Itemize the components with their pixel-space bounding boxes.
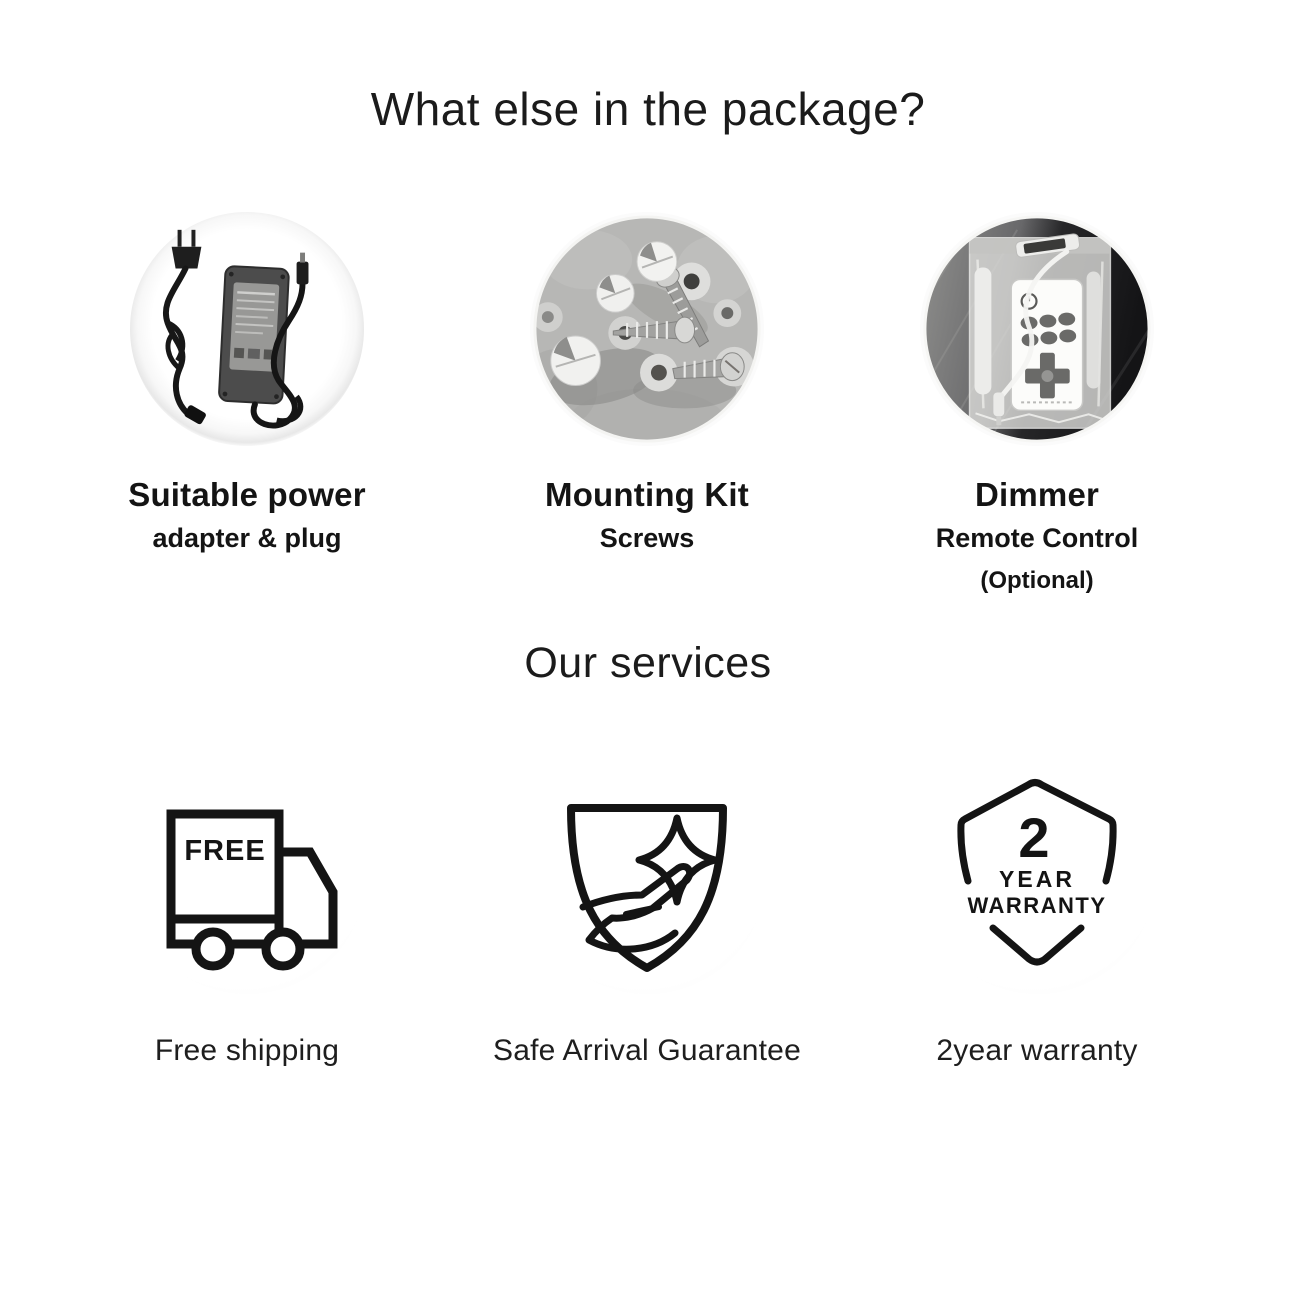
safe-arrival-badge xyxy=(527,754,767,994)
warranty-label-number: 2 xyxy=(936,1034,954,1067)
warranty-number: 2 xyxy=(1018,806,1050,869)
mounting-kit-photo xyxy=(528,210,766,448)
package-item-title: Mounting Kit xyxy=(545,476,749,513)
free-label-on-truck: FREE xyxy=(184,835,266,867)
service-label: Safe Arrival Guarantee xyxy=(493,1034,801,1067)
package-item-dimmer xyxy=(847,210,1227,595)
warranty-label-text: year warranty xyxy=(953,1034,1138,1067)
mounting-kit-photo-graphic xyxy=(528,210,766,448)
service-free-shipping xyxy=(57,754,437,1068)
service-label: Free shipping xyxy=(154,1034,340,1067)
free-shipping-truck-icon xyxy=(127,754,367,994)
package-item-power-adapter xyxy=(57,210,437,554)
warranty-shield-icon xyxy=(917,754,1157,994)
package-item-title: Suitable power xyxy=(128,476,366,513)
warranty-badge xyxy=(917,754,1157,994)
dimmer-remote-photo-graphic xyxy=(918,210,1156,448)
package-item-subtitle: Screws xyxy=(599,523,695,553)
package-items-row xyxy=(0,210,1296,595)
power-adapter-photo-graphic xyxy=(128,210,366,448)
service-label xyxy=(847,1034,1227,1068)
dimmer-remote-photo xyxy=(918,210,1156,448)
services-section-title: Our services xyxy=(524,639,772,687)
service-warranty xyxy=(847,754,1227,1068)
package-section-title: What else in the package? xyxy=(370,83,926,135)
service-safe-arrival xyxy=(457,754,837,1068)
package-item-title: Dimmer xyxy=(974,476,1100,513)
package-item-mounting-kit xyxy=(457,210,837,554)
power-adapter-photo xyxy=(128,210,366,448)
package-item-subtitle: adapter & plug xyxy=(152,523,342,553)
package-item-subtitle: Remote Control xyxy=(935,523,1139,553)
warranty-year-text: YEAR xyxy=(999,866,1075,892)
package-item-note: (Optional) xyxy=(980,567,1094,594)
warranty-warranty-text: WARRANTY xyxy=(967,893,1107,918)
free-shipping-badge xyxy=(127,754,367,994)
safe-arrival-shield-icon xyxy=(527,754,767,994)
services-row xyxy=(0,754,1296,1068)
